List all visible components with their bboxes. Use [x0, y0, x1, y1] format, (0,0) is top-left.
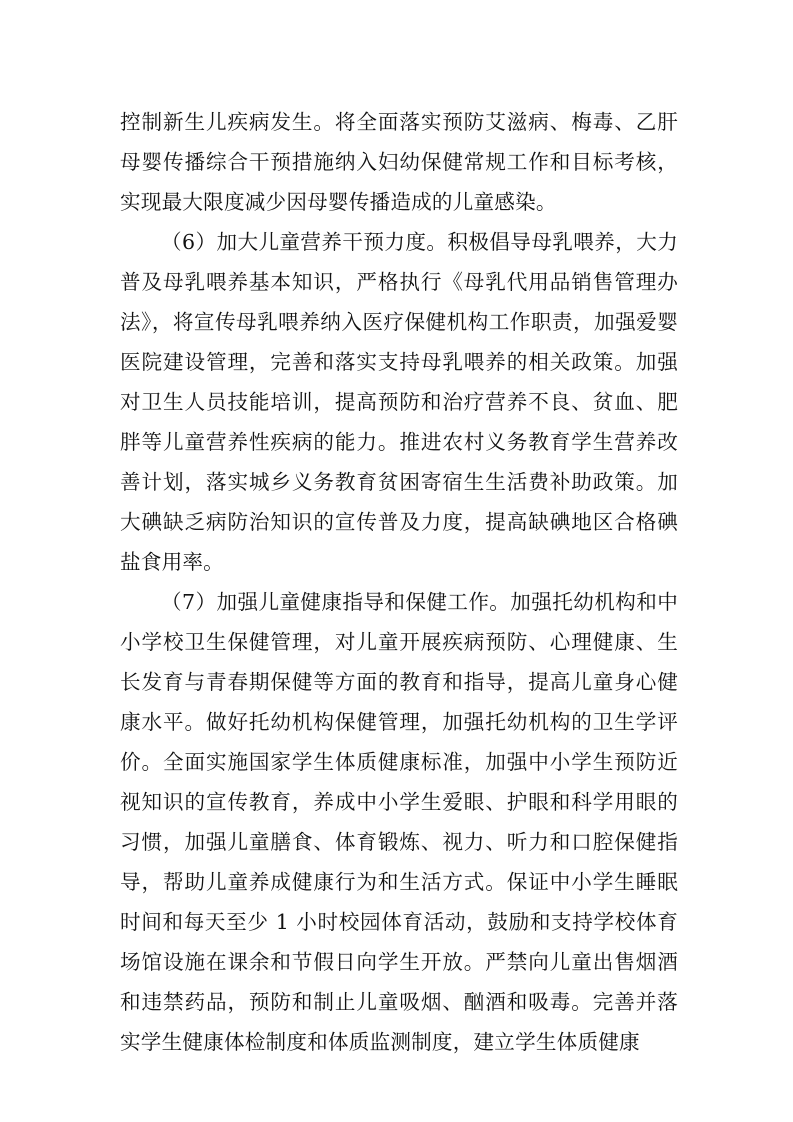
paragraph-2: （6）加大儿童营养干预力度。积极倡导母乳喂养，大力普及母乳喂养基本知识，严格执行《母乳代用品销售管理办法》，将宣传母乳喂养纳入医疗保健机构工作职责，加强爱婴医院建设管理，完善和落实支持母乳喂养的相关政策。加强对卫生人员技能培训，提高预防和治疗营养不良、贫血、肥胖等儿童营养性疾病的能力。推进农村义务教育学生营养改善计划，落实城乡义务教育贫困寄宿生生活费补助政策。加大碘缺乏病防治知识的宣传普及力度，提高缺碘地区合格碘盐食用率。: [120, 230, 678, 574]
body-text: [120, 102, 678, 1062]
paragraph-3: （7）加强儿童健康指导和保健工作。加强托幼机构和中小学校卫生保健管理，对儿童开展疾病预防、心理健康、生长发育与青春期保健等方面的教育和指导，提高儿童身心健康水平。做好托幼机构保健管理，加强托幼机构的卫生学评价。全面实施国家学生体质健康标准，加强中小学生预防近视知识的宣传教育，养成中小学生爱眼、护眼和科学用眼的习惯，加强儿童膳食、体育锻炼、视力、听力和口腔保健指导，帮助儿童养成健康行为和生活方式。保证中小学生睡眠时间和每天至少 1 小时校园体育活动，鼓励和支持学校体育场馆设施在课余和节假日向学生开放。严禁向儿童出售烟酒和违禁药品，预防和制止儿童吸烟、酗酒和吸毒。完善并落实学生健康体检制度和体质监测制度，建立学生体质健康: [120, 590, 678, 1054]
paragraph-1: 控制新生儿疾病发生。将全面落实预防艾滋病、梅毒、乙肝母婴传播综合干预措施纳入妇幼保健常规工作和目标考核，实现最大限度减少因母婴传播造成的儿童感染。: [120, 110, 678, 214]
